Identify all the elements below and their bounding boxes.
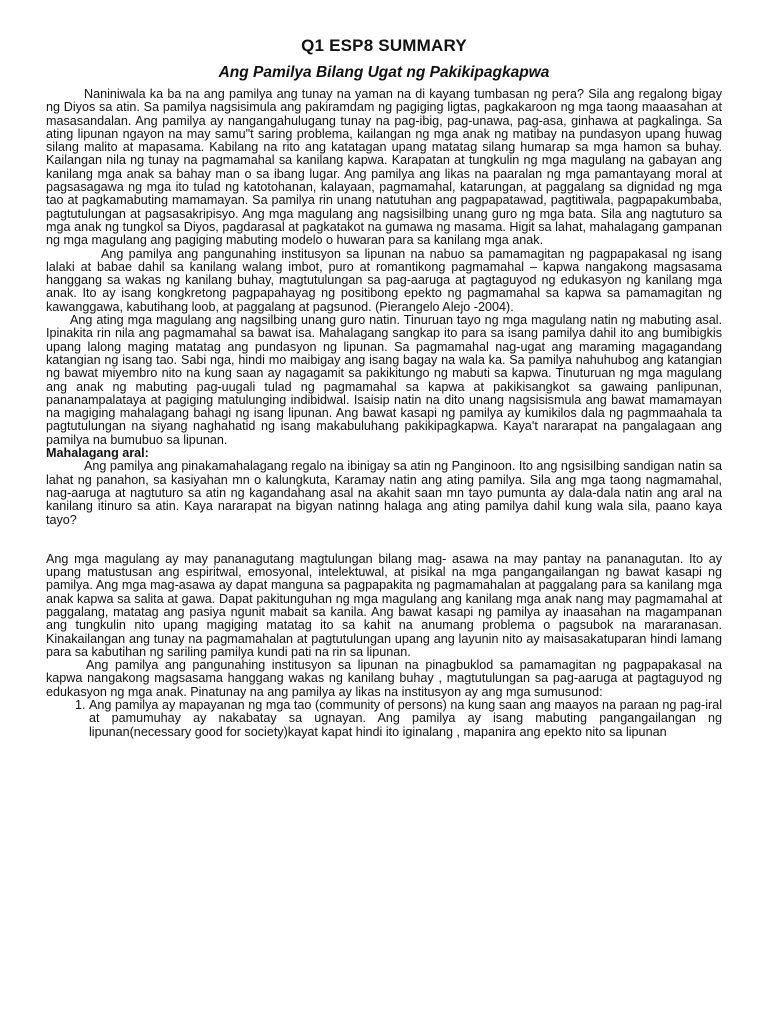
section2-paragraph-2: Ang pamilya ang pangunahing institusyon sa lipunan na pinagbuklod sa pamamagitan ng pagpapakasal na kapwa nangakong magsasama hanggang wakas ng kanilang buhay , magtutulungan sa pag-aaruga at pagtaguyod ng edukasyon ng mga anak. Pinatunay na ang pamilya ay likas na institusyon ay ang mga sumusunod: (46, 658, 722, 699)
list-item: 1. Ang pamilya ay mapayanan ng mga tao (community of persons) na kung saan ang maayos na paraan ng pag-iral at pamumuhay ay nakabatay sa ugnayan. Ang pamilya ay isang mabuting pangangailangan ng lipunan(necessary good for society)kayat kapat hindi ito iginalang , mapanira ang epekto nito sa lipunan (89, 699, 722, 739)
section-spacer (46, 527, 722, 553)
aral-paragraph: Ang pamilya ang pinakamahalagang regalo na ibinigay sa atin ng Panginoon. Ito ang ngsisilbing sandigan natin sa lahat ng panahon, sa kasiyahan mn o kalungkuta, Karamay natin ang ating pamilya. Sila ang mga taong nagmamahal, nag-aaruga at nagtuturo sa atin ng kagandahang asal na akahit saan mn tayo pumunta ay dala-dala natin ang aral na kanilang itinuro sa atin. Kaya nararapat na bigyan natinng halaga ang ating pamilya dahil kung wala sila, paano kaya tayo? (46, 459, 722, 527)
paragraph-intro: Naniniwala ka ba na ang pamilya ang tunay na yaman na di kayang tumbasan ng pera? Sila ang regalong bigay ng Diyos sa atin. Sa pamilya nagsisimula ang pakiramdam ng pagiging ligtas, pagkakaroon ng mga taong maaasahan at masasandalan. Ang pamilya ay nangangahulugang tunay na pag-ibig, pag-unawa, pag-asa, ginhawa at pagkalinga. Sa ating lipunan ngayon na may samu"t saring problema, kailangan ng mga anak ng matibay na pundasyon upang huwag silang malito at mapasama. Kabilang na rito ang katatagan upang matatag silang humarap sa mga hamon sa buhay. Kailangan nila ng tunay na pagmamahal sa kanilang kapwa. Karapatan at tungkulin ng mga magulang na gabayan ang kanilang mga anak sa bahay man o sa ibang lugar. Ang pamilya ang likas na paaralan ng mga pamantayang moral at pagsasagawa ng mga ito tulad ng katotohanan, kalayaan, pagmamahal, katarungan, at paggalang sa dignidad ng mga tao at pagkamabuting mamamayan. Sa pamilya rin unang natutuhan ang pagpapatawad, pagtitiwala, pagpapakumbaba, pagtutulungan at pagsasakripisyo. Ang mga magulang ang nagsisilbing unang guro ng mga bata. Sila ang nagtuturo sa mga anak ng tungkol sa Diyos, pagdarasal at pagkatakot na gumawa ng masama. Higit sa lahat, mahalagang gampanan ng mga magulang ang pagiging mabuting modelo o huwaran para sa kanilang mga anak. (46, 87, 722, 248)
aral-heading: Mahalagang aral: (46, 446, 149, 461)
page-title: Q1 ESP8 SUMMARY (301, 36, 467, 55)
page-subtitle: Ang Pamilya Bilang Ugat ng Pakikipagkapwa (218, 64, 550, 81)
section2-paragraph-1: Ang mga magulang ay may pananagutang magtulungan bilang mag- asawa na may pantay na pananagutan. Ito ay upang matustusan ang espiritwal, emosyonal, intelektuwal, at pisikal na mga pangangailangan ng bawat kasapi ng pamilya. Ang mga mag-asawa ay dapat manguna sa pagpapakita ng pagmamahalan at paggalang para sa kanilang mga anak kapwa sa salita at gawa. Dapat pakitunguhan ng mga magulang ang kanilang mga anak nang may pagmamahal at paggalang, matatag ang pasiya ngunit mabait sa kanila. Ang bawat kasapi ng pamilya ay inaasahan na magampanan ang tungkulin nito upang magiging matatag ito sa kahit na anumang problema o pagsubok na mararanasan. Kinakailangan ang tunay na pagmamahalan at pagtutulungan upang ang layunin nito ay maisasakatuparan hindi lamang para sa kabutihan ng sariling pamilya kundi pati na rin sa lipunan. (46, 551, 722, 659)
paragraph-parents: Ang ating mga magulang ang nagsilbing unang guro natin. Tinuruan tayo ng mga magulang natin ng mabuting asal. Ipinakita rin nila ang pagmamahal sa bawat isa. Mahalagang sangkap ito para sa isang pamilya dahil ito ang bumibigkis upang lalong maging matatag ang pundasyon ng lipunan. Sa pagmamahal nag-ugat ang maraming magagandang katangian ng isang tao. Sabi nga, hindi mo maibigay ang isang bagay na wala ka. Sa pamilya nahuhubog ang katangian ng bawat miyembro nito na kung saan ay nagagamit sa pakikitungo ng mabuti sa kapwa. Tinuturuan ng mga magulang ang anak ng mabuting pag-uugali tulad ng pagmamahal sa kapwa at pakikisangkot sa gawaing panlipunan, pananampalataya at pagiging matulunging indibidwal. Isaisip natin na dito unang nagsisismula ang bawat mamamayan na magiging mahalagang bahagi ng isang lipunan. Ang bawat kasapi ng pamilya ay kumikilos dala ng pagmmaahala ta pagtutulungan na siyang naghahatid ng isang makabuluhang pakikipagkapwa. Kaya't nararapat na pangalagaan ang pamilya na bumubuo sa lipunan. (46, 313, 722, 447)
numbered-list (46, 699, 722, 739)
paragraph-institution: Ang pamilya ang pangunahing institusyon sa lipunan na nabuo sa pamamagitan ng pagpapakasal ng isang lalaki at babae dahil sa kanilang walang imbot, puro at romantikong pagmamahal – kapwa nangakong magsasama hanggang sa wakas ng kanilang buhay, magtutulungan sa pag-aaruga at pagtaguyod ng edukasyon ng kanilang mga anak. Ito ay isang kongkretong pagpapahayag ng positibong epekto ng pagmamahal sa kapwa sa pamamagitan ng kawanggawa, kabutihang loob, at paggalang at pagsunod. (Pierangelo Alejo -2004). (46, 246, 722, 314)
document-body (46, 88, 722, 739)
